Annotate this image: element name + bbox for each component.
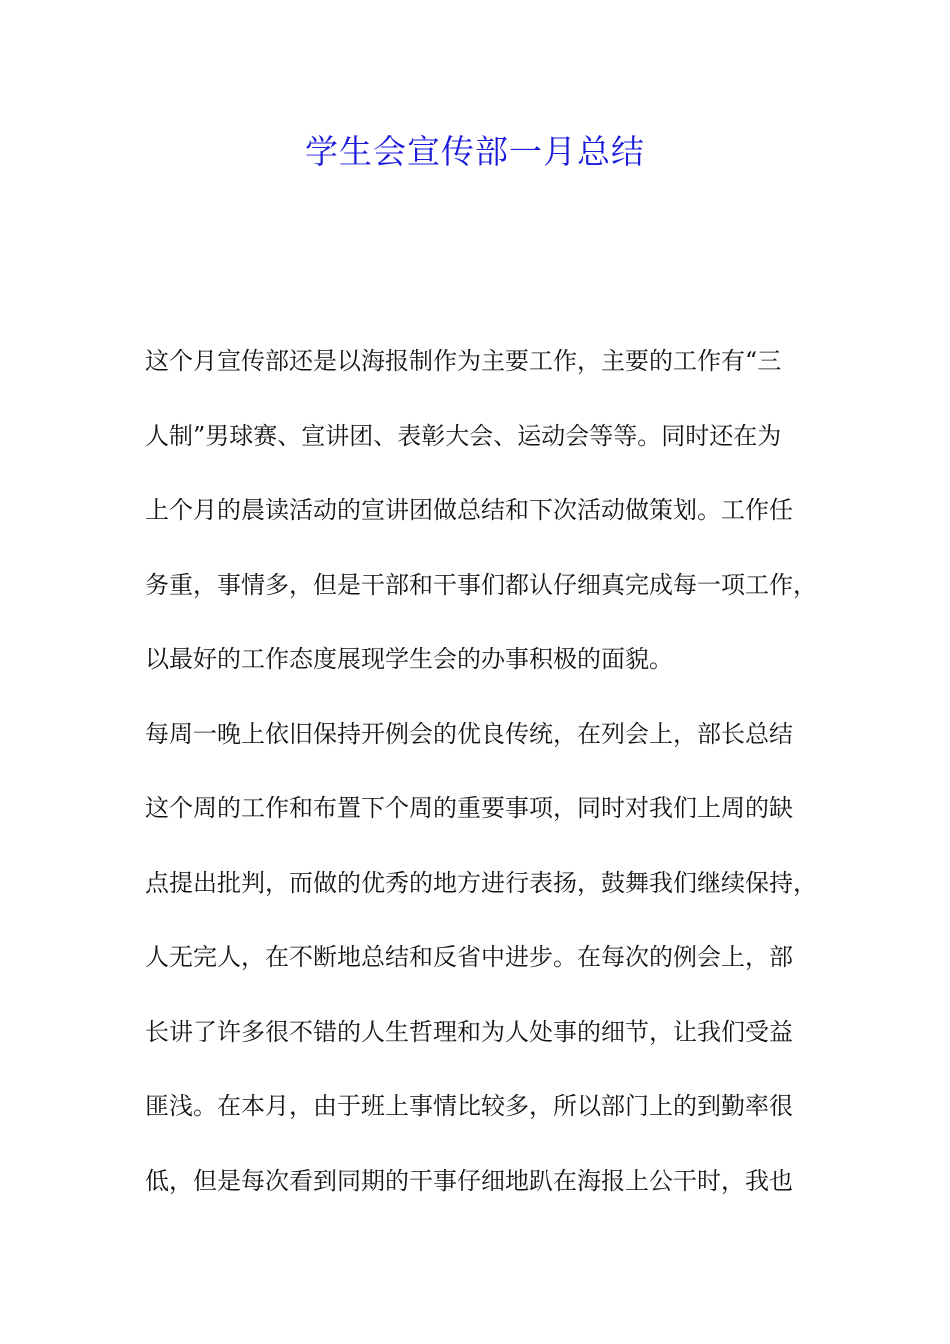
- body-line: 低，但是每次看到同期的干事仔细地趴在海报上公干时，我也: [145, 1166, 793, 1195]
- body-line: 长讲了许多很不错的人生哲理和为人处事的细节，让我们受益: [145, 1017, 793, 1046]
- body-line: 务重，事情多，但是干部和干事们都认仔细真完成每一项工作，: [145, 570, 817, 599]
- body-line: 这个月宣传部还是以海报制作为主要工作，主要的工作有“三: [145, 347, 782, 375]
- body-line: 上个月的晨读活动的宣讲团做总结和下次活动做策划。工作任: [145, 496, 793, 524]
- body-line: 每周一晚上依旧保持开例会的优良传统，在列会上，部长总结: [145, 719, 793, 748]
- body-line: 这个周的工作和布置下个周的重要事项，同时对我们上周的缺: [145, 794, 793, 822]
- body-line: 人制”男球赛、宣讲团、表彰大会、运动会等等。同时还在为: [145, 421, 782, 450]
- document-title: 学生会宣传部一月总结: [305, 132, 645, 171]
- body-line: 以最好的工作态度展现学生会的办事积极的面貌。: [145, 645, 673, 673]
- body-line: 人无完人，在不断地总结和反省中进步。在每次的例会上，部: [145, 943, 793, 971]
- document-body: [145, 341, 825, 1235]
- body-line: 匪浅。在本月，由于班上事情比较多，所以部门上的到勤率很: [145, 1092, 793, 1120]
- body-line: 点提出批判，而做的优秀的地方进行表扬，鼓舞我们继续保持，: [145, 868, 817, 897]
